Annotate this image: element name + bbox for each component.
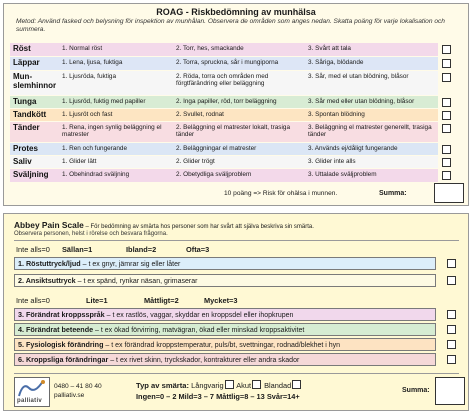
abbey-sum-label: Summa:	[402, 387, 430, 394]
logo-text: palliativ	[17, 398, 43, 404]
roag-row	[10, 109, 438, 121]
roag-row-label: Sväljning	[13, 170, 49, 179]
roag-card	[3, 3, 469, 206]
pain-score-box[interactable]	[447, 259, 456, 268]
roag-option: 2. Obetydliga sväljproblem	[176, 171, 252, 178]
roag-row-label: Saliv	[13, 157, 32, 166]
abbey-sum-box[interactable]	[435, 377, 465, 405]
pain-grades: Ingen=0 – 2 Mild=3 – 7 Måttlig=8 – 13 Svår=14+	[136, 392, 300, 401]
roag-option: 2. Beläggningar el matrester	[176, 145, 257, 152]
roag-option: 3. Svårt att tala	[308, 45, 351, 52]
pain-score-box[interactable]	[447, 276, 456, 285]
roag-row	[10, 71, 438, 95]
pain-type-checkbox[interactable]	[252, 380, 261, 389]
pain-type-label: Typ av smärta:	[136, 381, 190, 390]
roag-row-label: Tunga	[13, 97, 37, 106]
pain-question-row	[14, 308, 436, 321]
pain-type-option: Långvarig	[191, 381, 224, 390]
pain-question-title: 1. Röstuttryck/ljud	[18, 259, 81, 268]
roag-score-box[interactable]	[442, 59, 451, 68]
palliativ-logo	[14, 377, 50, 407]
roag-row-label: Läppar	[13, 58, 40, 67]
abbey-title-main: Abbey Pain Scale	[14, 220, 84, 230]
roag-option: 3. Används ej/dåligt fungerande	[308, 145, 398, 152]
roag-option: 2. Svullet, rodnat	[176, 111, 224, 118]
scale-label: Inte alls=0	[16, 296, 50, 305]
roag-option: 1. Ljusröd, fuktig med papiller	[62, 98, 146, 105]
pain-question-desc: – t ex spänd, rynkar näsan, grimaserar	[75, 278, 198, 285]
roag-sum-box[interactable]	[434, 183, 464, 203]
pain-question-row	[14, 257, 436, 270]
roag-option: 2. Glider trögt	[176, 158, 215, 165]
roag-score-box[interactable]	[442, 111, 451, 120]
roag-option: 2. Torra, spruckna, sår i mungiporna	[176, 59, 279, 66]
pain-type-checkbox[interactable]	[225, 380, 234, 389]
scale-label: Ibland=2	[126, 245, 157, 254]
pain-type-checkbox[interactable]	[292, 380, 301, 389]
pain-question-desc: – t ex gnyr, jämrar sig eller låter	[80, 261, 181, 268]
roag-option: 2. Inga papiller, röd, torr beläggning	[176, 98, 277, 105]
roag-row	[10, 57, 438, 70]
roag-option: 2. Torr, hes, smackande	[176, 45, 244, 52]
roag-option: 3. Sår, med el utan blödning, blåsor	[308, 73, 409, 80]
pain-question-row	[14, 323, 436, 336]
roag-score-box[interactable]	[442, 145, 451, 154]
pain-question-title: 4. Förändrat beteende	[18, 325, 94, 334]
pain-score-box[interactable]	[447, 325, 456, 334]
pain-question-row	[14, 274, 436, 287]
pain-type-option: Blandad	[264, 381, 292, 390]
pain-question-desc: – t ex förändrad kroppstemperatur, puls/bt, svettningar, rodnad/blekhet i hyn	[103, 342, 341, 349]
contact-info	[54, 382, 102, 400]
pain-type-row	[136, 380, 302, 390]
roag-row-label: Tänder	[13, 123, 40, 132]
abbey-desc: Observera personen, helst i rörelse och besvara frågorna.	[14, 231, 168, 237]
roag-option: 1. Lena, ljusa, fuktiga	[62, 59, 123, 66]
divider	[14, 373, 459, 374]
pain-question-title: 6. Kroppsliga förändringar	[18, 355, 109, 364]
roag-option: 2. Beläggning el matrester lokalt, trasiga tänder	[176, 124, 291, 138]
roag-row-label: Protes	[13, 144, 38, 153]
roag-option: 3. Glider inte alls	[308, 158, 356, 165]
pain-question-desc: – t ex rivet skinn, tryckskador, kontrakturer eller andra skador	[108, 357, 300, 364]
abbey-title	[14, 220, 314, 230]
roag-option: 3. Uttalade sväljproblem	[308, 171, 377, 178]
pain-question-desc: – t ex rastlös, vaggar, skyddar en kroppsdel eller ihopkrupen	[104, 312, 294, 319]
roag-option: 3. Beläggning el matrester generellt, trasiga tänder	[308, 124, 432, 138]
roag-row-label: Mun- slemhinnor	[13, 72, 57, 90]
roag-row	[10, 43, 438, 56]
logo-graphic-icon	[15, 378, 49, 398]
roag-row	[10, 156, 438, 168]
pain-score-box[interactable]	[447, 310, 456, 319]
pain-question-row	[14, 338, 436, 351]
pain-question-row	[14, 353, 436, 366]
pain-score-box[interactable]	[447, 355, 456, 364]
roag-option: 1. Rena, ingen synlig beläggning el matrester	[62, 124, 162, 138]
abbey-card	[3, 213, 469, 411]
roag-score-box[interactable]	[442, 45, 451, 54]
pain-question-title: 5. Fysiologisk förändring	[18, 340, 104, 349]
scale-label: Ofta=3	[186, 245, 210, 254]
pain-score-box[interactable]	[447, 340, 456, 349]
roag-option: 1. Ljusröt och fast	[62, 111, 113, 118]
pain-question-desc: – t ex ökad förvirring, matvägran, ökad eller minskad kroppsaktivitet	[93, 327, 305, 334]
roag-row	[10, 96, 438, 108]
roag-method: Metod: Använd fasked och belysning för inspektion av munhålan. Observera de områden som anges nedan. Skatta poäng för varje lokalisation och summera.	[16, 18, 445, 33]
roag-option: 3. Sår med eller utan blödning, blåsor	[308, 98, 415, 105]
scale-label: Sällan=1	[62, 245, 93, 254]
roag-score-box[interactable]	[442, 124, 451, 133]
pain-type-option: Akut	[236, 381, 252, 390]
roag-footnote: 10 poäng => Risk för ohälsa i munnen.	[224, 190, 338, 197]
roag-option: 3. Såriga, blödande	[308, 59, 364, 66]
roag-option: 1. Ren och fungerande	[62, 145, 128, 152]
pain-question-title: 3. Förändrat kroppsspråk	[18, 310, 105, 319]
roag-option: 3. Spontan blödning	[308, 111, 365, 118]
roag-row-label: Röst	[13, 44, 31, 53]
roag-row	[10, 122, 438, 142]
roag-option: 2. Röda, torra och områden med förgtfärändring eller beläggning	[176, 73, 269, 87]
contact-phone: 0480 – 41 80 40	[54, 383, 102, 390]
roag-row-label: Tandkött	[13, 110, 47, 119]
roag-option: 1. Glider lätt	[62, 158, 97, 165]
abbey-title-suffix: – För bedömning av smärta hos personer som har svårt att själva beskriva sin smärta.	[83, 224, 314, 230]
roag-option: 1. Obehindrad sväljning	[62, 171, 130, 178]
roag-score-box[interactable]	[442, 158, 451, 167]
roag-score-box[interactable]	[442, 73, 451, 82]
scale-label: Lite=1	[86, 296, 108, 305]
divider	[14, 240, 459, 241]
scale-label: Inte alls=0	[16, 245, 50, 254]
roag-option: 1. Normal röst	[62, 45, 103, 52]
roag-row	[10, 169, 438, 182]
contact-website[interactable]: palliativ.se	[54, 392, 85, 399]
roag-score-box[interactable]	[442, 171, 451, 180]
roag-row	[10, 143, 438, 155]
roag-score-box[interactable]	[442, 98, 451, 107]
roag-option: 1. Ljusröda, fuktiga	[62, 73, 116, 80]
roag-sum-label: Summa:	[379, 190, 407, 197]
roag-title: ROAG - Riskbedömning av munhälsa	[156, 7, 316, 17]
pain-question-title: 2. Ansiktsuttryck	[18, 276, 76, 285]
scale-label: Måttligt=2	[144, 296, 179, 305]
scale-label: Mycket=3	[204, 296, 238, 305]
